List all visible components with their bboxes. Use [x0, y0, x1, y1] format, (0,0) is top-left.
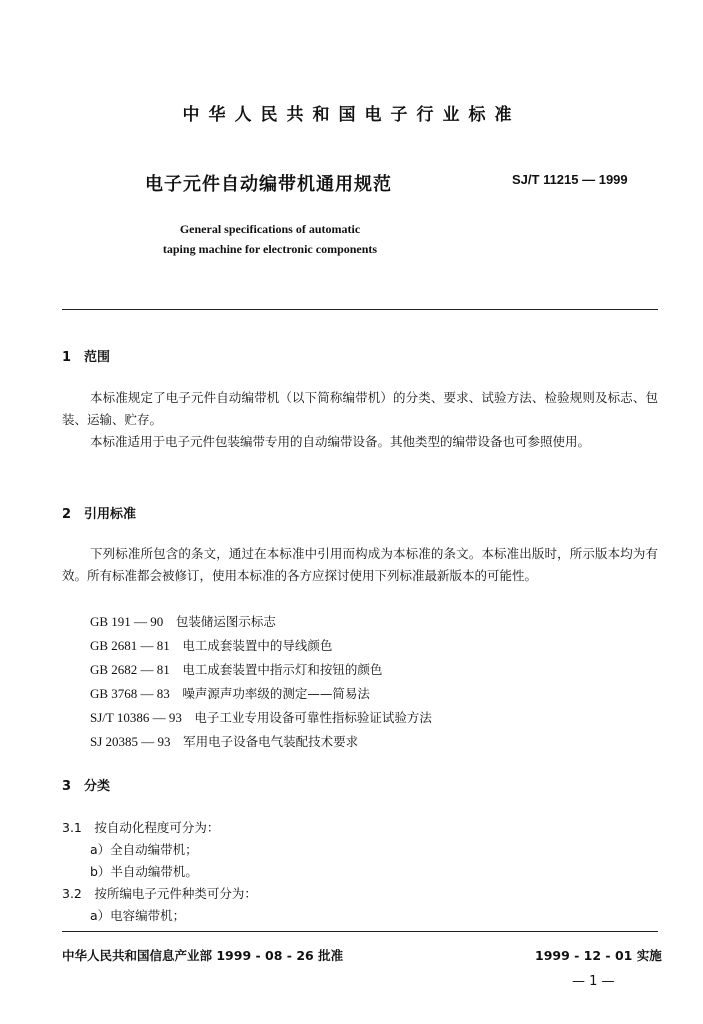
- reference-code: GB 191 — 90: [90, 614, 164, 629]
- standard-title-en-line2: taping machine for electronic components: [162, 242, 378, 256]
- reference-item: [90, 636, 332, 654]
- section-1-paragraph-1: 本标准规定了电子元件自动编带机（以下简称编带机）的分类、要求、试验方法、检验规则及标志、包装、运输、贮存。: [62, 390, 658, 427]
- clause-3-1: 3.1 按自动化程度可分为：: [62, 820, 220, 835]
- reference-item: [90, 708, 432, 726]
- reference-code: SJ 20385 — 93: [90, 734, 171, 749]
- page-number: — 1 —: [572, 974, 615, 989]
- standard-title-cn: 电子元件自动编带机通用规范: [145, 174, 392, 195]
- section-1-paragraph-2: 本标准适用于电子元件包装编带专用的自动编带设备。其他类型的编带设备也可参照使用。: [90, 434, 591, 449]
- reference-item: [90, 612, 276, 630]
- title-divider: [62, 309, 658, 310]
- section-1-heading: 1 范围: [62, 350, 111, 365]
- section-1-body: [62, 387, 658, 453]
- implementation-date: 1999 - 12 - 01 实施: [535, 948, 662, 963]
- reference-name: 电子工业专用设备可靠性指标验证试验方法: [194, 710, 432, 725]
- clause-3-1-a: a）全自动编带机；: [90, 842, 198, 857]
- clause-3-2: 3.2 按所编电子元件种类可分为：: [62, 886, 257, 901]
- clause-3-1-b: b）半自动编带机。: [90, 864, 198, 879]
- section-2-paragraph-1: 下列标准所包含的条文，通过在本标准中引用而构成为本标准的条文。本标准出版时，所示版本均为有效。所有标准都会被修订，使用本标准的各方应探讨使用下列标准最新版本的可能性。: [62, 546, 658, 583]
- reference-code: SJ/T 10386 — 93: [90, 710, 182, 725]
- standard-code: SJ/T 11215 — 1999: [512, 172, 628, 187]
- approval-statement: 中华人民共和国信息产业部 1999 - 08 - 26 批准: [62, 948, 344, 963]
- reference-name: 电工成套装置中的导线颜色: [182, 638, 333, 653]
- reference-item: [90, 684, 370, 702]
- reference-code: GB 2681 — 81: [90, 638, 170, 653]
- reference-code: GB 3768 — 83: [90, 686, 170, 701]
- reference-code: GB 2682 — 81: [90, 662, 170, 677]
- standard-title-en-line1: General specifications of automatic: [179, 222, 361, 236]
- reference-name: 噪声源声功率级的测定——简易法: [182, 686, 370, 701]
- section-3-heading: 3 分类: [62, 779, 111, 794]
- footer-divider: [62, 931, 658, 932]
- reference-name: 包装储运图示标志: [175, 614, 276, 629]
- section-2-body: [62, 543, 658, 587]
- reference-item: [90, 660, 382, 678]
- reference-item: [90, 732, 358, 750]
- clause-3-2-a: a）电容编带机；: [90, 908, 186, 923]
- reference-name: 军用电子设备电气装配技术要求: [183, 734, 359, 749]
- section-2-heading: 2 引用标准: [62, 507, 137, 522]
- org-standard-header: 中华人民共和国电子行业标准: [182, 105, 521, 125]
- reference-name: 电工成套装置中指示灯和按钮的颜色: [182, 662, 383, 677]
